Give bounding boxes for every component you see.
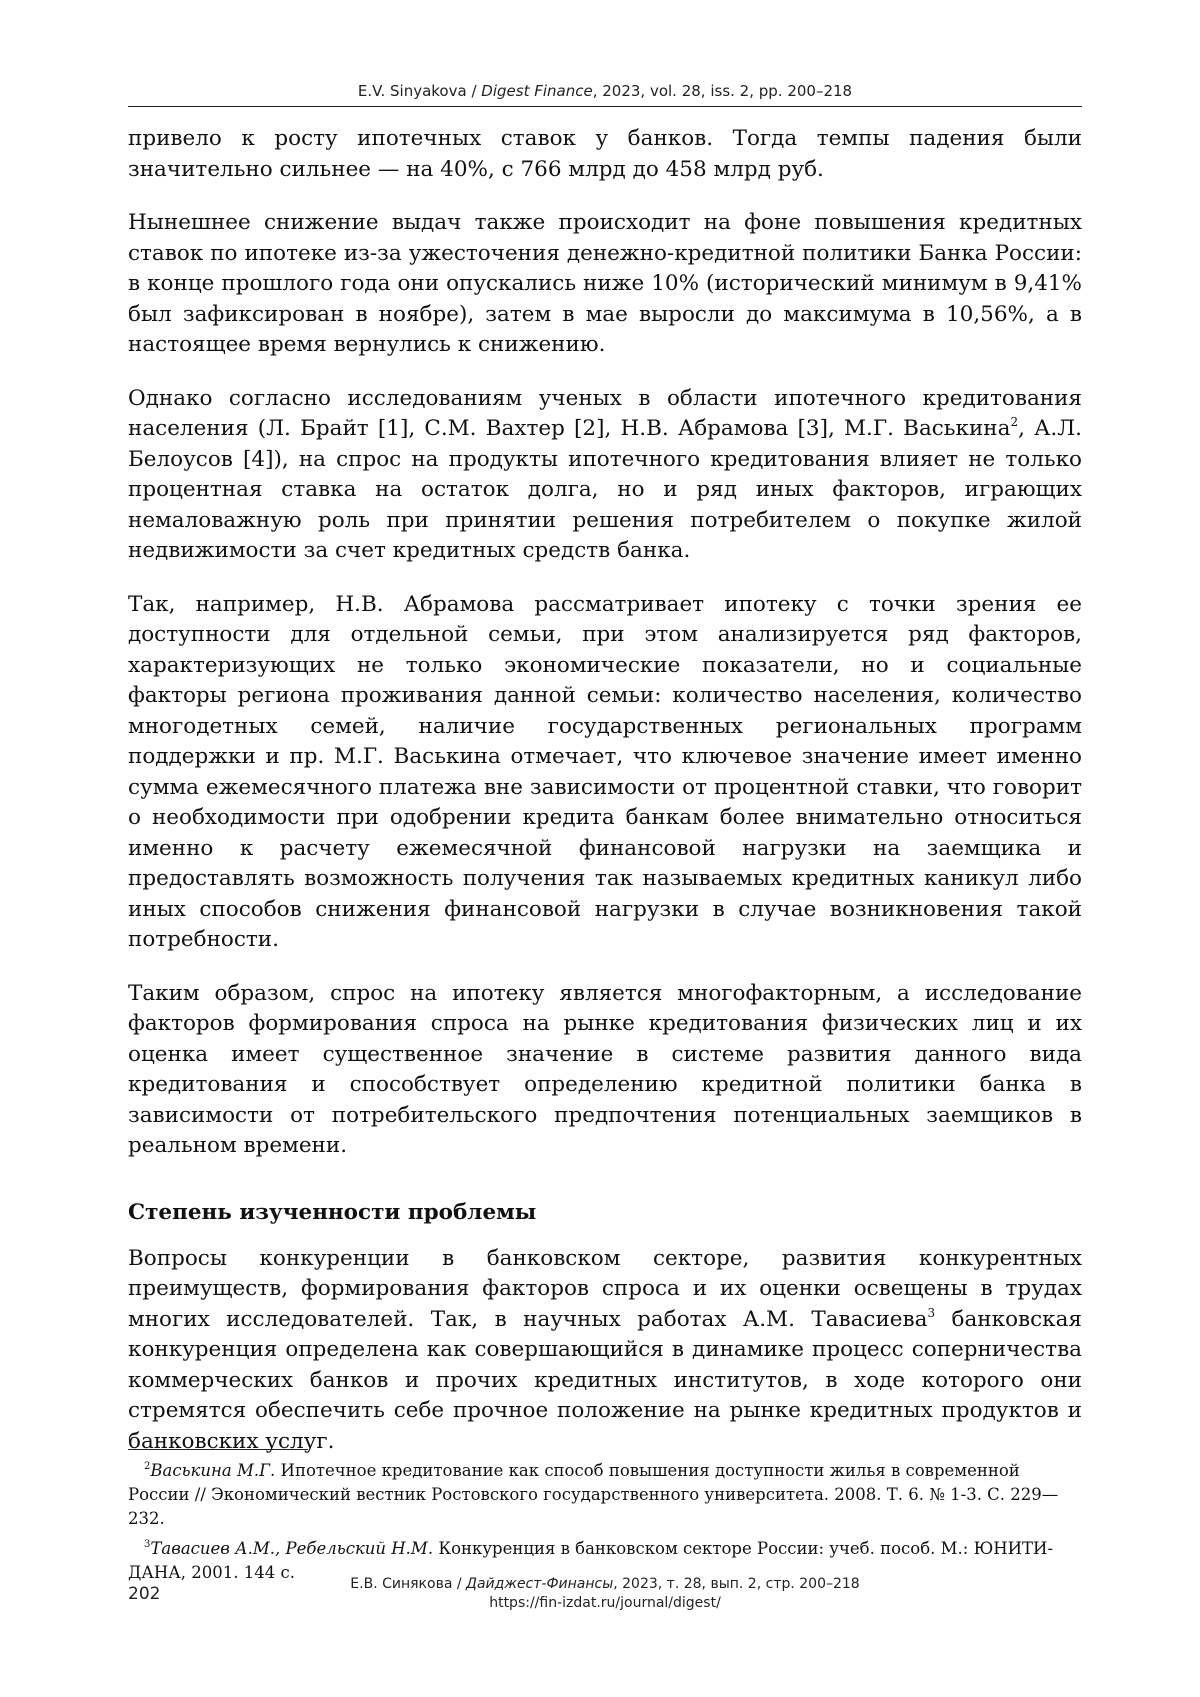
footnotes bbox=[128, 1459, 1082, 1591]
header-rule bbox=[128, 106, 1082, 107]
paragraph: привело к росту ипотечных ставок у банков. Тогда темпы падения были значительно сильнее — на 40%, с 766 млрд до 458 млрд руб. bbox=[128, 126, 1082, 182]
running-head-journal: Digest Finance bbox=[481, 82, 593, 100]
article-body bbox=[128, 124, 1082, 1480]
footnote-ref-link[interactable]: 3 bbox=[927, 1305, 936, 1320]
paragraph-text: , А.Л. Белоусов [4]), на спрос на продукты ипотечного кредитования влияет не только процентная ставка на остаток долга, но и ряд иных факторов, играющих немаловажную роль при принятии решения потребителем о покупке жилой недвижимости за счет кредитных средств банка. bbox=[128, 416, 1083, 563]
footer-details: , 2023, т. 28, вып. 2, стр. 200–218 bbox=[613, 1576, 860, 1592]
paragraph-text: банковская конкуренция определена как совершающийся в динамике процесс соперничества коммерческих банков и прочих кредитных институтов, в ходе которого они стремятся обеспечить себе прочное положение на рынке кредитных продуктов и банковских услуг. bbox=[128, 1306, 1082, 1454]
section-heading: Степень изученности проблемы bbox=[128, 1199, 537, 1225]
paragraph-text: Вопросы конкуренции в банковском секторе, развития конкурентных преимуществ, формирования факторов спроса и их оценки освещены в трудах многих исследователей. Так, в научных работах А.М. Тавасиева bbox=[128, 1245, 1082, 1332]
footnote-number: 3 bbox=[144, 1539, 151, 1550]
running-head-separator: / bbox=[466, 82, 482, 100]
footnote-number: 2 bbox=[144, 1461, 151, 1472]
journal-url-link[interactable]: https://fin-izdat.ru/journal/digest/ bbox=[489, 1595, 721, 1611]
paragraph: Таким образом, спрос на ипотеку является многофакторным, а исследование факторов формирования спроса на рынке кредитования физических лиц и их оценка имеет существенное значение в системе развития данного вида кредитования и способствует определению кредитной политики банка в зависимости от потребительского предпочтения потенциальных заемщиков в реальном времени. bbox=[128, 980, 1082, 1158]
page-number: 202 bbox=[128, 1584, 161, 1604]
paragraph bbox=[128, 1244, 1082, 1458]
footnote-text: Конкуренция в банковском секторе России: учеб. пособ. М.: ЮНИТИ-ДАНА, 2001. 144 с. bbox=[128, 1539, 1054, 1582]
footer-citation-line bbox=[128, 1575, 1082, 1594]
running-head-details: , 2023, vol. 28, iss. 2, pp. 200–218 bbox=[592, 82, 853, 100]
footnote-ref-link[interactable]: 2 bbox=[1010, 415, 1019, 429]
paragraph: Нынешнее снижение выдач также происходит на фоне повышения кредитных ставок по ипотеке из-за ужесточения денежно-кредитной политики Банка России: в конце прошлого года они опускались ниже 10% (исторический минимум в 9,41% был зафиксирован в ноябре), затем в мае выросли до максимума в 10,56%, а в настоящее время вернулись к снижению. bbox=[128, 210, 1082, 357]
running-head-author: E.V. Sinyakova bbox=[357, 82, 467, 100]
footer-author: Е.В. Синякова bbox=[350, 1576, 453, 1592]
footnote-author: Васькина М.Г. bbox=[150, 1461, 276, 1480]
footnote-rule bbox=[128, 1449, 308, 1450]
footnote-text: Ипотечное кредитование как способ повышения доступности жилья в современной России // Экономический вестник Ростовского государственного университета. 2008. Т. 6. № 1-3. С. 229—232. bbox=[128, 1461, 1059, 1528]
paragraph bbox=[128, 384, 1082, 567]
paragraph: Так, например, Н.В. Абрамова рассматривает ипотеку с точки зрения ее доступности для отдельной семьи, при этом анализируется ряд факторов, характеризующих не только экономические показатели, но и социальные факторы региона проживания данной семьи: количество населения, количество многодетных семей, наличие государственных региональных программ поддержки и пр. М.Г. Васькина отмечает, что ключевое значение имеет именно сумма ежемесячного платежа вне зависимости от процентной ставки, что говорит о необходимости при одобрении кредита банкам более внимательно относиться именно к расчету ежемесячной финансовой нагрузки на заемщика и предоставлять возможность получения так называемых кредитных каникул либо иных способов снижения финансовой нагрузки в случае возникновения такой потребности. bbox=[128, 591, 1082, 952]
footer-separator: / bbox=[452, 1576, 467, 1592]
paragraph-text: Однако согласно исследованиям ученых в области ипотечного кредитования населения (Л. Брайт [1], С.М. Вахтер [2], Н.В. Абрамова [3], М.Г. Васькина bbox=[128, 385, 1082, 441]
footer-journal: Дайджест-Финансы bbox=[466, 1576, 614, 1592]
footer-citation bbox=[128, 1575, 1082, 1613]
running-head bbox=[128, 82, 1082, 100]
footnote bbox=[128, 1459, 1082, 1531]
footnote-author: Тавасиев А.М., Ребельский Н.М. bbox=[150, 1539, 434, 1558]
